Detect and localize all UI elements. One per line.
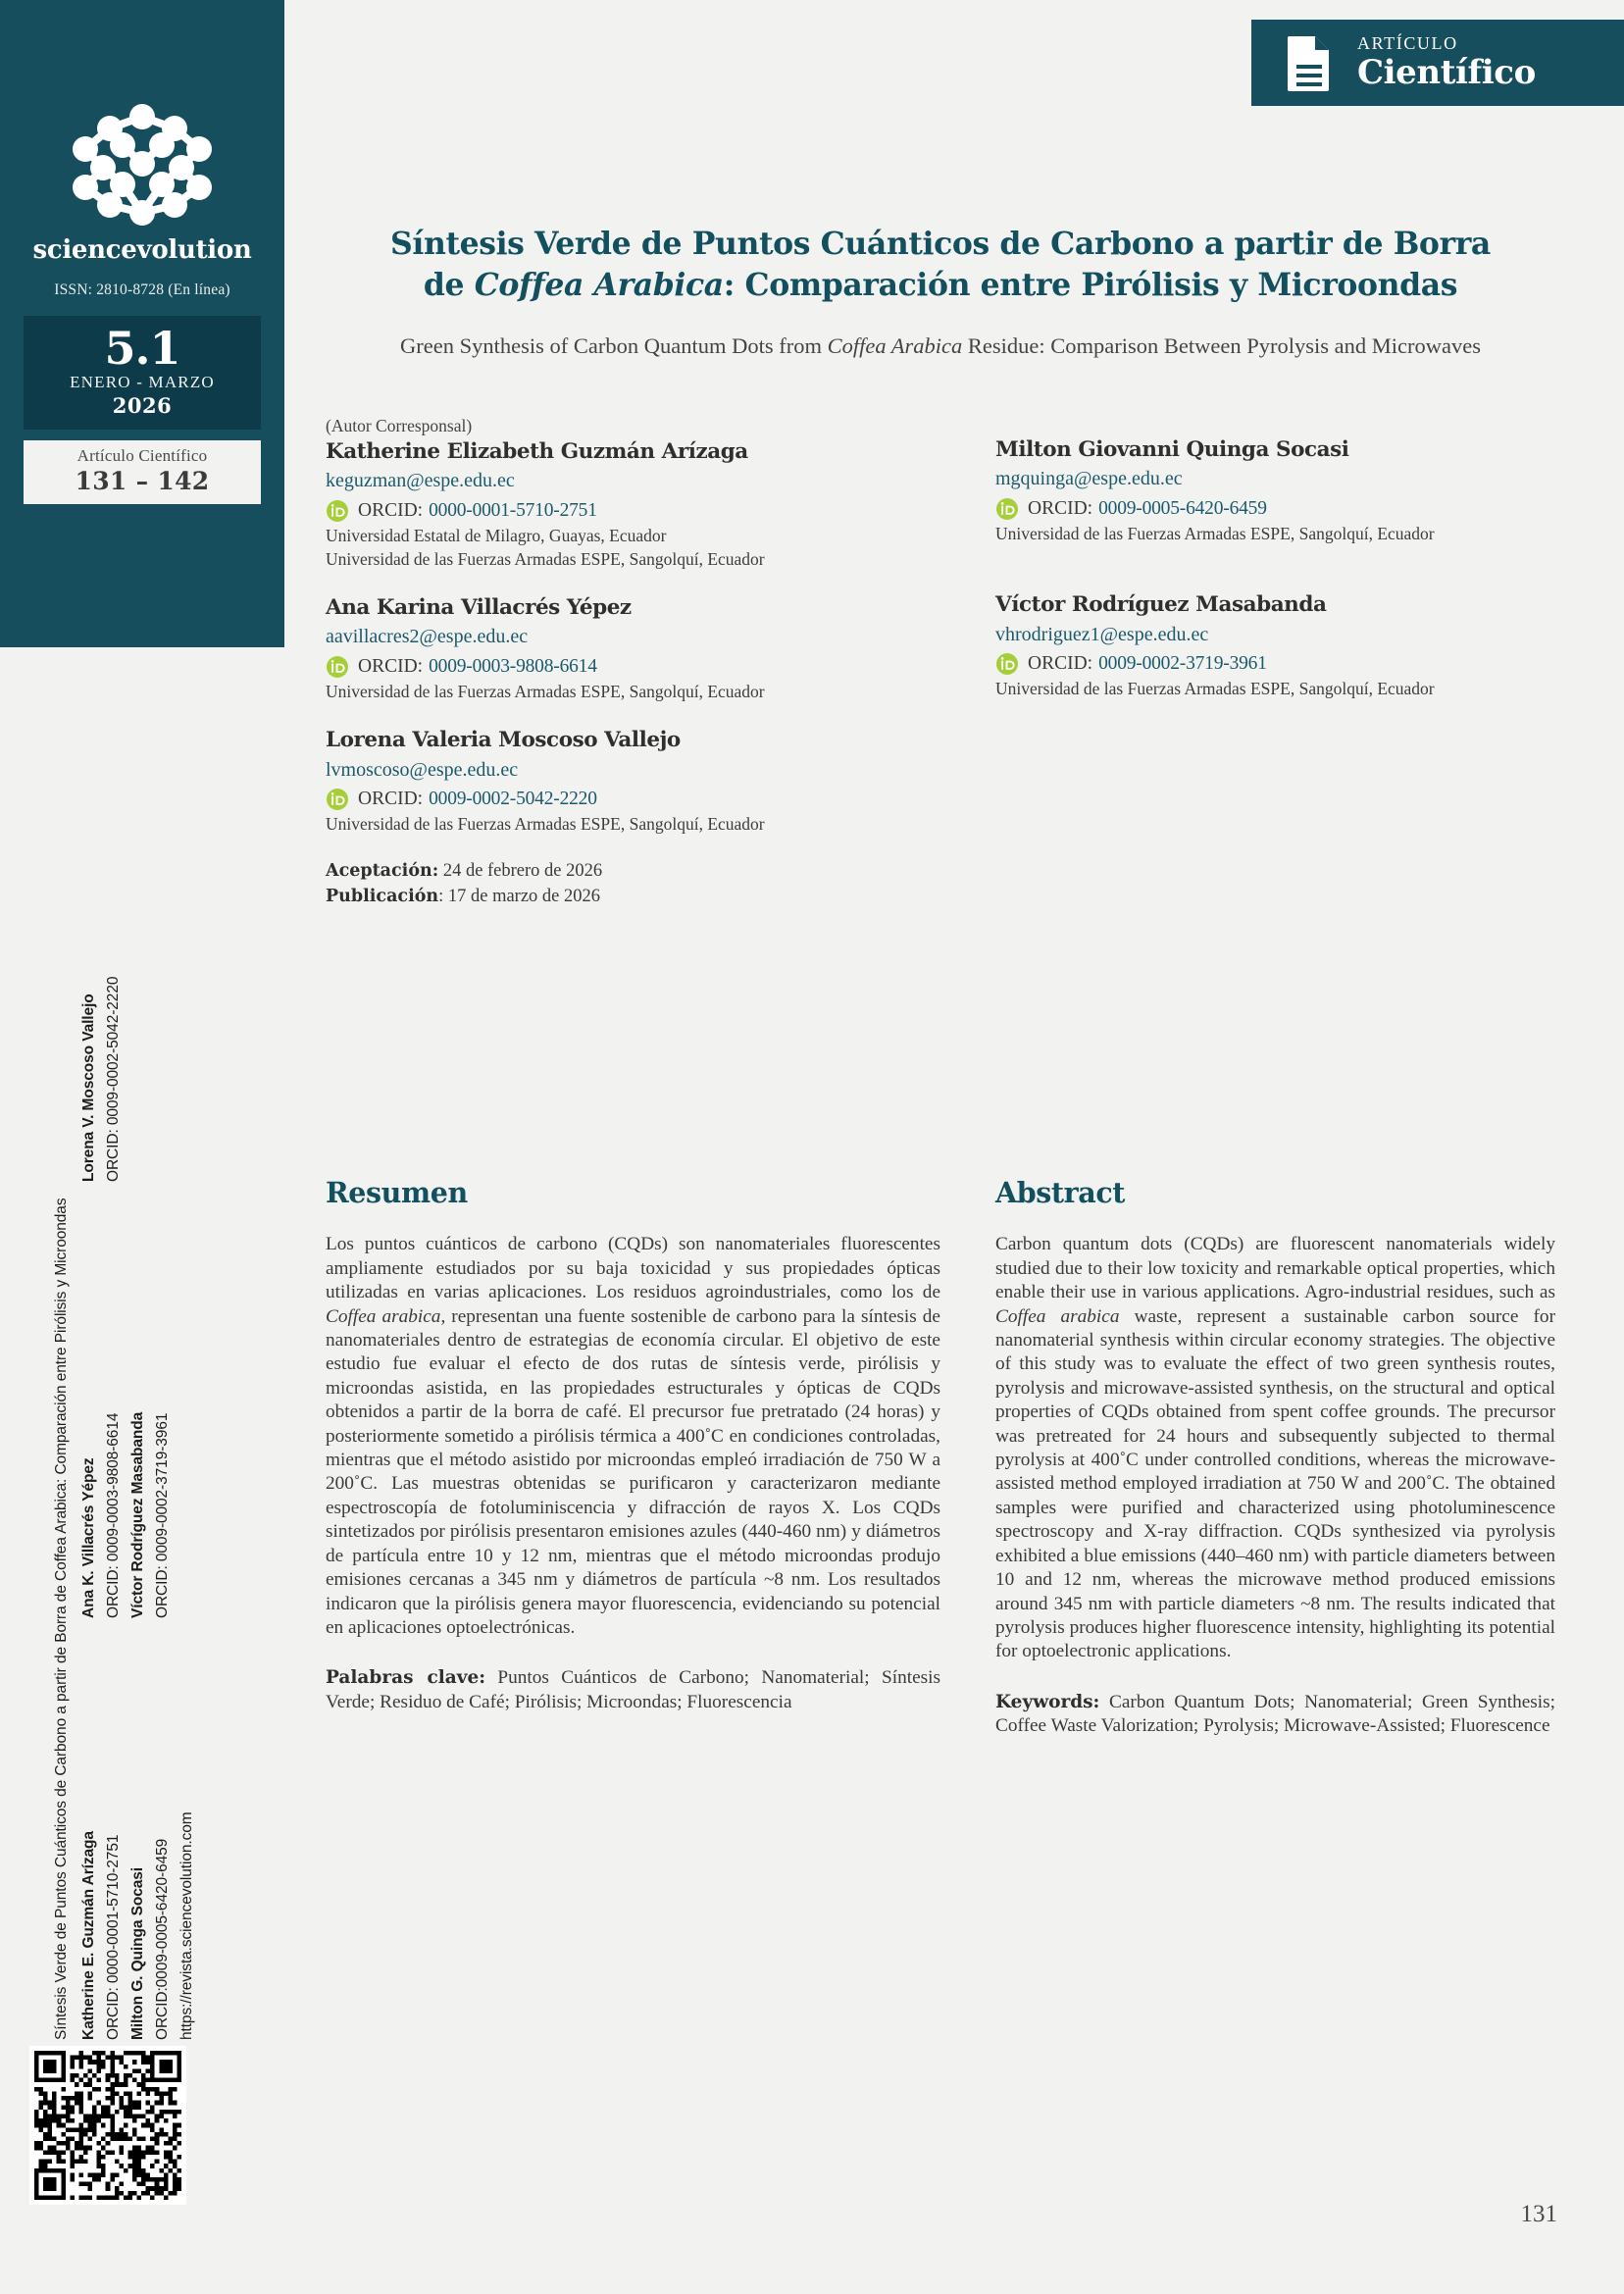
author-affiliation: Universidad Estatal de Milagro, Guayas, Ecuador (326, 525, 667, 545)
title-en-species: Coffea Arabica (827, 332, 963, 358)
abstract-part1: Carbon quantum dots (CQDs) are fluorescent nanomaterials widely studied due to their low toxicity and remarkable optical properties, which enable their use in various applications. Agro-industrial residues, such as (995, 1234, 1555, 1303)
title-block (324, 224, 1557, 361)
resumen-body (326, 1233, 940, 1640)
spine-metadata (0, 647, 284, 2040)
author-email[interactable]: vhrodriguez1@espe.edu.ec (995, 623, 1209, 645)
abstract-body (995, 1233, 1555, 1663)
author-entry (326, 727, 940, 835)
author-affiliation: Universidad de las Fuerzas Armadas ESPE, Sangolquí, Ecuador (995, 679, 1435, 699)
author-name: Víctor Rodríguez Masabanda (995, 592, 1327, 618)
acceptance-value: 24 de febrero de 2026 (438, 861, 603, 882)
orcid-row[interactable] (326, 788, 940, 811)
badge-kicker: ARTÍCULO (1357, 33, 1458, 54)
authors-column-left (326, 415, 940, 909)
orcid-id[interactable]: 0009-0005-6420-6459 (1098, 498, 1267, 520)
orcid-row[interactable] (326, 655, 940, 679)
spine-author-orcid-2: ORCID: 0009-0003-9808-6614 (105, 1412, 122, 1618)
author-affiliation: Universidad de las Fuerzas Armadas ESPE, Sangolquí, Ecuador (995, 524, 1435, 544)
resumen-keywords (326, 1666, 940, 1714)
page-range: 131 – 142 (75, 467, 210, 495)
author-email[interactable]: aavillacres2@espe.edu.ec (326, 626, 529, 648)
acceptance-label: Aceptación: (326, 861, 439, 882)
spine-author-name-5: Víctor Rodríguez Masabanda (129, 1411, 146, 1618)
article-main-content (324, 0, 1557, 1739)
spine-author-name-3: Lorena V. Moscoso Vallejo (80, 994, 97, 1182)
author-name: Lorena Valeria Moscoso Vallejo (326, 728, 681, 753)
title-en-part1: Green Synthesis of Carbon Quantum Dots from (400, 332, 828, 358)
article-title-en (375, 331, 1506, 361)
title-es-part1: Síntesis Verde de Puntos Cuánticos de Carbono a partir de Borra de (390, 226, 1491, 303)
author-entry (995, 591, 1555, 699)
orcid-icon (995, 652, 1019, 676)
resumen-column (326, 1176, 940, 1738)
issue-year: 2026 (112, 392, 173, 418)
spine-running-title: Síntesis Verde de Puntos Cuánticos de Carbono a partir de Borra de Coffea Arabica: Comparación entre Pirólisis y Microondas (53, 1198, 70, 2040)
orcid-id[interactable]: 0000-0001-5710-2751 (429, 499, 597, 521)
publication-date (326, 885, 940, 910)
journal-identity-panel (0, 0, 284, 647)
pages-box (24, 440, 261, 504)
spine-author-name-2: Ana K. Villacrés Yépez (80, 1457, 97, 1618)
resumen-species: Coffea arabica (326, 1305, 441, 1327)
abstract-heading: Abstract (995, 1176, 1126, 1210)
title-es-species: Coffea Arabica (474, 266, 724, 303)
palabras-clave-label: Palabras clave: (326, 1667, 486, 1689)
journal-wordmark: sciencevolution (32, 235, 252, 265)
abstract-keywords (995, 1691, 1555, 1739)
author-email[interactable]: lvmoscoso@espe.edu.ec (326, 758, 519, 781)
orcid-id[interactable]: 0009-0003-9808-6614 (429, 656, 597, 678)
spine-author-name-1: Katherine E. Guzmán Arízaga (80, 1831, 97, 2040)
page-number: 131 (1520, 2201, 1557, 2227)
author-affiliation: Universidad de las Fuerzas Armadas ESPE, Sangolquí, Ecuador (326, 814, 765, 835)
orcid-id[interactable]: 0009-0002-5042-2220 (429, 789, 597, 810)
authors-section (324, 415, 1557, 909)
spine-author-orcid-4: ORCID:0009-0005-6420-6459 (154, 1838, 171, 2040)
orcid-label: ORCID: (358, 656, 424, 678)
spine-journal-url[interactable]: https://revista.sciencevolution.com (178, 1811, 195, 2040)
volume-number: 5.1 (104, 322, 180, 375)
resumen-part2: , representan una fuente sostenible de carbono para la síntesis de nanomateriales dentro de estrategias de economía circular. El objetivo de este estudio fue evaluar el efecto de dos rutas de síntesis verde, pirólisis y microondas asistida, en las propiedades estructurales y ópticas de CQDs obtenidos a partir de la borra de café. El precursor fue pretratado (24 horas) y posteriormente sometido a pirólisis térmica a 400˚C en condiciones controladas, mientras que el método asistido por microondas empleó irradiación de 750 W a 200˚C. Las muestras obtenidas se purificaron y caracterizaron mediante espectroscopía de fotoluminiscencia y difracción de rayos X. Los CQDs sintetizados por pirólisis presentaron emisiones azules (440-460 nm) y diámetros de partícula entre 10 y 12 nm, mientras que el método microondas produjo emisiones cercanas a 345 nm y diámetros de partícula ~8 nm. Los resultados indicaron que la pirólisis genera mayor fluorescencia, evidenciando su potencial en aplicaciones optoelectrónicas. (326, 1305, 940, 1638)
article-title-es (367, 224, 1514, 306)
sciencevolution-logo-icon (64, 103, 221, 226)
issue-months: ENERO - MARZO (70, 372, 215, 391)
publication-value: : 17 de marzo de 2026 (438, 886, 601, 906)
abstracts-section (324, 1176, 1557, 1738)
abstract-species: Coffea arabica (995, 1305, 1120, 1327)
orcid-label: ORCID: (1028, 653, 1093, 675)
orcid-row[interactable] (995, 497, 1555, 521)
issn-text: ISSN: 2810-8728 (En línea) (54, 281, 230, 298)
orcid-label: ORCID: (1028, 498, 1093, 520)
orcid-id[interactable]: 0009-0002-3719-3961 (1098, 653, 1267, 675)
author-entry (326, 415, 940, 570)
publication-label: Publicación (326, 886, 439, 906)
author-email[interactable]: keguzman@espe.edu.ec (326, 470, 515, 492)
dates-block (326, 859, 940, 909)
spine-author-orcid-5: ORCID: 0009-0002-3719-3961 (154, 1412, 171, 1618)
title-en-part2: Residue: Comparison Between Pyrolysis and Microwaves (962, 332, 1481, 358)
author-name: Ana Karina Villacrés Yépez (326, 594, 632, 620)
orcid-row[interactable] (995, 652, 1555, 676)
orcid-row[interactable] (326, 499, 940, 523)
author-email[interactable]: mgquinga@espe.edu.ec (995, 468, 1183, 490)
orcid-icon (995, 497, 1019, 521)
orcid-label: ORCID: (358, 789, 424, 810)
corresponding-author-tag: (Autor Corresponsal) (326, 415, 473, 435)
orcid-label: ORCID: (358, 499, 424, 521)
author-entry (995, 436, 1555, 544)
resumen-heading: Resumen (326, 1176, 468, 1210)
qr-code[interactable] (29, 2046, 186, 2205)
title-es-part2: : Comparación entre Pirólisis y Microondas (723, 266, 1458, 303)
author-affiliation: Universidad de las Fuerzas Armadas ESPE, Sangolquí, Ecuador (326, 548, 765, 569)
authors-column-right (940, 415, 1555, 909)
author-name: Milton Giovanni Quinga Socasi (995, 436, 1349, 462)
abstract-part2: waste, represent a sustainable carbon source for nanomaterial synthesis within circular economy strategies. The objective of this study was to evaluate the effect of two green synthesis routes, pyrolysis and microwave-assisted synthesis, on the structural and optical properties of CQDs obtained from spent coffee grounds. The precursor was pretreated for 24 hours and subsequently subjected to thermal pyrolysis at 400˚C under controlled conditions, whereas the microwave-assisted method employed irradiation at 750 W and 200˚C. The obtained samples were purified and characterized using photoluminescence spectroscopy and X-ray diffraction. CQDs synthesized via pyrolysis exhibited a blue emissions (440–460 nm) with particle diameters between 10 and 12 nm, whereas the microwave method produced emissions around 345 nm with particle diameters ~8 nm. The results indicated that pyrolysis produces higher fluorescence intensity, highlighting its potential for optoelectronic applications. (995, 1305, 1555, 1662)
abstract-column (940, 1176, 1555, 1738)
resumen-part1: Los puntos cuánticos de carbono (CQDs) son nanomateriales fluorescentes ampliamente estudiados por su baja toxicidad y sus propiedades ópticas utilizadas en varias aplicaciones. Los residuos agroindustriales, como los de (326, 1234, 940, 1303)
orcid-icon (326, 655, 349, 679)
badge-title: Científico (1357, 53, 1536, 93)
spine-author-name-4: Milton G. Quinga Socasi (129, 1867, 146, 2040)
spine-author-orcid-3: ORCID: 0009-0002-5042-2220 (105, 976, 122, 1182)
article-type-label: Artículo Científico (76, 446, 208, 465)
keywords-label: Keywords: (995, 1691, 1100, 1712)
orcid-icon (326, 788, 349, 811)
orcid-icon (326, 499, 349, 523)
volume-box (24, 316, 261, 430)
spine-author-orcid-1: ORCID: 0000-0001-5710-2751 (105, 1834, 122, 2040)
author-name: Katherine Elizabeth Guzmán Arízaga (326, 438, 748, 464)
acceptance-date (326, 859, 940, 885)
keywords-value: Carbon Quantum Dots; Nanomaterial; Green Synthesis; Coffee Waste Valorization; Pyrolysis; Microwave-Assisted; Fluorescence (995, 1691, 1555, 1737)
author-affiliation: Universidad de las Fuerzas Armadas ESPE, Sangolquí, Ecuador (326, 682, 765, 702)
palabras-clave-value: Puntos Cuánticos de Carbono; Nanomaterial; Síntesis Verde; Residuo de Café; Pirólisis; Microondas; Fluorescencia (326, 1667, 940, 1712)
author-entry (326, 594, 940, 702)
